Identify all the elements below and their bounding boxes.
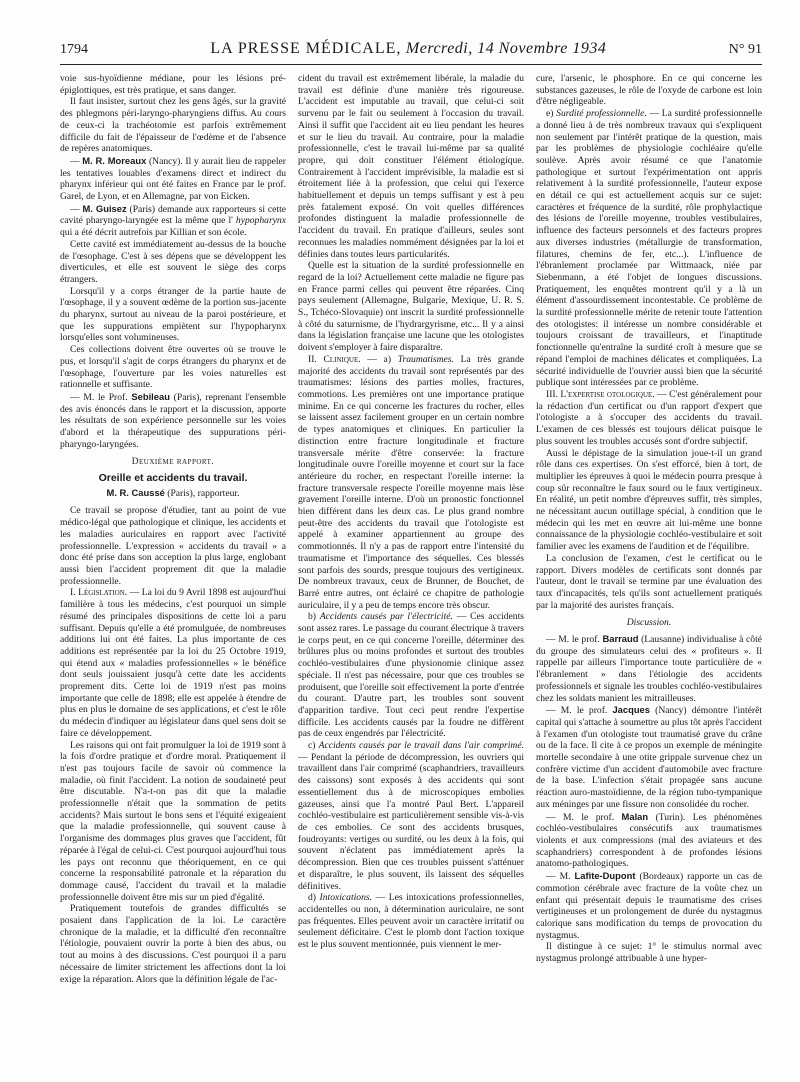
italic-term: Surdité professionnelle. [556, 108, 647, 120]
paragraph [536, 389, 762, 448]
speaker-name: M. R. Moreaux [82, 154, 147, 166]
paragraph: Les raisons qui ont fait promulguer la loi de 1919 sont à la fois d'ordre pratique et d'ordre moral. Pratiquement il n'est pas toujours facile de savoir où commence la maladie, où finit l'accident. La notion de soudaineté peut être discutable. N'a-t-on pas dit que la maladie professionnelle n'était que la sommation de petits accidents? Mais surtout le bons sens et l'équité exigeaient que la maladie professionnelle, qui souvent cause à l'organisme des dommages plus graves que l'accident, fût réparée à l'égal de celui-ci. C'est pourquoi aujourd'hui tous les pays ont reconnu que théoriquement, en ce qui concerne la responsabilité patronale et la réparation du dommage causé, l'accident du travail et la maladie professionnelle doivent être mis sur un pied d'égalité. [60, 739, 286, 903]
paragraph [298, 740, 524, 892]
section-author [60, 487, 286, 500]
paragraph: Cette cavité est immédiatement au-dessus de la bouche de l'œsophage. C'est à ses dépens que se développent les diverticules, et elle est souvent le siège des corps étrangers. [60, 238, 286, 285]
paragraph [60, 391, 286, 451]
paragraph [536, 811, 762, 871]
paragraph [298, 611, 524, 740]
page-header [60, 40, 762, 65]
paragraph: voie sus-hyoïdienne médiane, pour les lésions pré-épiglottiques, est très pratique, et sans danger. [60, 73, 286, 96]
issue-date: Mercredi, 14 Novembre 1934 [405, 40, 607, 57]
paragraph: — M. Guisez (Paris) demande aux rapporteurs si cette cavité pharyngo-laryngée est la même que l' hypopharynx qui a été décrit autrefois par Killian et son école. [60, 202, 286, 239]
paragraph-text: (Nancy) démontre l'intérêt capital qui s'attache à soumettre au plus tôt après l'accident à l'examen d'un otologiste tout traumatisé grave du crâne ou de la face. Il cite à ce propos un exemple de méningite mortelle secondaire à une otite grippale survenue chez un confrère victime d'un accident d'automobile avec fracture de la base. L'infection s'était propagée sans aucune réaction auro-mastoïdienne, de la région tubo-tympanique aux méninges par une fissure non consolidée du rocher. [536, 705, 762, 810]
subsection-label: III. L'expertise otologique. [546, 388, 655, 400]
paragraph [536, 870, 762, 941]
paragraph-text: — Les intoxications professionnelles, accidentelles ou non, à détermination auriculaire, ne sont pas fréquentes. Elles peuvent avoir un caractère irritatif ou seulement déficitaire. C'est le plomb dont l'action toxique est le plus souvent mentionnée, puis viennent le mer- [298, 892, 524, 951]
paragraph: Ce travail se propose d'étudier, tant au point de vue médico-légal que pathologique et clinique, les accidents et les maladies auriculaires en rapport avec l'activité professionnelle. L'expression « accidents du travail » a donc été prise dans son acception la plus large, englobant aussi bien l'accident proprement dit que la maladie professionnelle. [60, 505, 286, 587]
column-3 [536, 73, 762, 1073]
paragraph-text: — M. le prof. [546, 811, 622, 823]
paragraph-text: La très grande majorité des accidents du travail sont représentés par des traumatismes: lésions des parties molles, fractures, commotions. Les premières ont une importance pratique minime. En ce qui concerne les fractures du rocher, elles se laissent assez facilement grouper en un certain nombre de types anatomiques et cliniques. En particulier la distinction entre fracture longitudinale et fracture transversale mérite d'être conservée: la fracture longitudinale ouvre l'oreille moyenne et court sur la face antérieure du rocher, en respectant l'oreille interne: la fracture transversale respecte l'oreille moyenne mais lèse gravement l'oreille interne. D'où un pronostic fonctionnel bien différent dans les deux cas. Le plus grand nombre peut-être des accidents du travail que l'otologiste est appelé à examiner appartiennent au groupe des commotionnés. Il n'y a pas de rapport entre l'intensité du traumatisme et l'importance des séquelles. Ces blessés sont parfois des sourds, presque toujours des vertigineux. De nombreux travaux, ceux de Brunner, de Bouchet, de Barré entre autres, ont éclairé ce chapitre de pathologie auriculaire, il y a peu de temps encore très obscur. [298, 353, 524, 611]
paragraph-text: e) [546, 108, 557, 120]
column-2 [298, 73, 524, 1073]
paragraph: cident du travail est extrêmement libérale, la maladie du travail est définie d'une manière très rigoureuse. L'accident est imputable au travail, que celui-ci soit survenu par le fait ou seulement à l'occasion du travail. Ainsi il suffit que l'accident ait eu lieu pendant les heures et sur le lieu du travail. Au contraire, pour la maladie professionnelle, c'est le travail lui-même par sa qualité propre, qui doit constituer l'élément étiologique. Contrairement à l'accident imprévisible, la maladie est si étroitement liée à la profession, que celui qui l'exerce habituellement et depuis un temps suffisant y est à peu près fatalement exposé. On voit quelles différences profondes distinguent la maladie professionnelle de l'accident du travail. En pratique d'ailleurs, seules sont reconnues les maladies nommément désignées par la loi et définies dans toutes leurs particularités. [298, 73, 524, 260]
paragraph-text: (Paris) demande aux rapporteurs si cette cavité pharyngo-laryngée est la même que l' [60, 203, 286, 227]
subsection-label: II. Clinique. [308, 353, 361, 365]
paragraph: Ces collections doivent être ouvertes où se trouve le pus, et lorsqu'il s'agit de corps étrangers du pharynx et de l'œsophage, l'ouverture par les voies naturelles est rationnelle et suffisante. [60, 344, 286, 391]
paragraph-text: d) [308, 892, 320, 904]
italic-term: Traumatismes. [397, 353, 454, 365]
paragraph-text: — C'est généralement pour la rédaction d'un certificat ou d'un rapport d'expert que l'otologiste a à s'occuper des accidents du travail. L'examen de ces blessés est toujours délicat puisque le plus souvent les troubles accusés sont d'ordre subjectif. [536, 388, 762, 447]
article-columns [60, 73, 762, 1073]
paragraph: — M. R. Moreaux (Nancy). Il y aurait lieu de rappeler les tentatives louables d'examens direct et indirect du pharynx inférieur qui ont été faites en France par le prof. Garel, de Lyon, et en Allemagne, par von Eicken. [60, 154, 286, 203]
speaker-name: M. Guisez [82, 202, 127, 214]
paragraph-text: (Turin). Les phénomènes cochléo-vestibulaires consécutifs aux traumatismes violents et aux compressions (mal des aviateurs et des scaphandriers) correspondent à de profondes lésions anatomo-pathologiques. [536, 811, 762, 870]
paragraph-text: c) [308, 740, 319, 752]
paragraph: Quelle est la situation de la surdité professionnelle en regard de la loi? Actuellement cette maladie ne figure pas en France parmi celles qui peuvent être réparées. Cinq pays seulement (Allemagne, Bulgarie, Mexique, U. R. S. S., Tchéco-Slovaquie) ont inscrit la surdité professionnelle à côté du saturnisme, de l'hydrargyrisme, etc... Il y a ainsi dans la législation française une lacune que les otologistes doivent s'employer à faire disparaître. [298, 260, 524, 354]
paragraph-text: (Lausanne) individualise à côté du groupe des simulateurs celui des « profiteurs ». Il rappelle par ailleurs l'importance toute particulière de « l'ébranlement » dans l'étiologie des accidents professionnels et signale les troubles cochléo-vestibulaires chez les soldats manient les mitrailleuses. [536, 634, 762, 704]
paragraph: cure, l'arsenic, le phosphore. En ce qui concerne les substances gazeuses, le rôle de l'oxyde de carbone est loin d'être négligeable. [536, 73, 762, 108]
paragraph: La conclusion de l'examen, c'est le certificat ou le rapport. Divers modèles de certificats sont donnés par l'auteur, dont le travail se termine par une évaluation des taux d'incapacités, tels qu'ils sont actuellement pratiqués par la majorité des auristes français. [536, 552, 762, 611]
italic-term: Accidents causés par le travail dans l'air comprimé. [318, 740, 524, 752]
paragraph: Lorsqu'il y a corps étranger de la partie haute de l'œsophage, il y a souvent œdème de la portion sus-jacente du pharynx, surtout au niveau de la paroi postérieure, et que les suppurations empiètent sur l'hypopharynx lorsqu'elles sont volumineuses. [60, 285, 286, 344]
paragraph [536, 108, 762, 389]
paragraph-text: — M. le prof. [546, 705, 613, 717]
section-heading: Deuxième rapport. [131, 456, 215, 467]
italic-term: Accidents causés par l'électricité. [319, 611, 453, 623]
paragraph [298, 892, 524, 951]
paragraph-text: qui a été décrit autrefois par Killian et son école. [60, 227, 247, 239]
section-title: Oreille et accidents du travail. [98, 471, 248, 484]
paragraph-text: — Pendant la période de décompression, les ouvriers qui travaillent dans l'air comprimé (scaphandriers, travailleurs des caissons) sont exposés à des accidents qui sont essentiellement dus à de microscopiques embolies gazeuses, ainsi que l'a montré Paul Bert. L'appareil cochléo-vestibulaire est particulièrement sensible vis-à-vis de ces embolies. Ce sont des accidents brusques, foudroyants: vertiges ou surdité, ou les deux à la fois, qui souvent n'éclatent pas immédiatement après la décompression. Bien que ces troubles puissent s'atténuer et disparaître, le plus souvent, ils laissent des séquelles définitives. [298, 751, 524, 892]
paragraph-text: (Nancy). Il y aurait lieu de rappeler les tentatives louables d'examens direct et indirect du pharynx inférieur qui ont été faites en France par le prof. Garel, de Lyon, et en Allemagne, par von Eicken. [60, 155, 286, 203]
italic-term: Intoxications. [319, 892, 373, 904]
speaker-name: Jacques [612, 704, 650, 716]
paragraph: Il faut insister, surtout chez les gens âgés, sur la gravité des phlegmons péri-laryngo-pharyngiens diffus. Au cours de ceux-ci la trachéotomie est parfois extrêmement difficile du fait de l'épaisseur de l'œdème et de l'absence de repères anatomiques. [60, 96, 286, 155]
paragraph [536, 633, 762, 704]
column-1 [60, 73, 286, 1073]
italic-term: hypopharynx [235, 215, 286, 227]
author-affiliation: (Paris), rapporteur. [164, 487, 240, 499]
paragraph: Il distingue à ce sujet: 1° le stimulus normal avec nystagmus prolongé attribuable à une hyper- [536, 941, 762, 965]
paragraph-text: — La loi du 9 Avril 1898 est aujourd'hui familière à tous les médecins, c'est pourquoi un simple résumé des principales dispositions de cette loi a paru suffisant. Depuis qu'elle a été promulguée, de nombreuses additions lui ont été faites. La plus importante de ces additions est représentée par la loi du 25 Octobre 1919, qui étend aux « maladies professionnelles » le bénéfice dont seuls jouissaient jusqu'à cette date les accidents proprement dits. Cette loi de 1919 n'est pas moins importante que celle de 1898; elle est appelée à étendre de plus en plus le domaine de ses applications, et c'est le rôle du médecin d'indiquer au législateur dans quel sens doit se faire ce développement. [60, 587, 286, 739]
journal-name: LA PRESSE MÉDICALE, [210, 40, 402, 57]
paragraph: Aussi le dépistage de la simulation joue-t-il un grand rôle dans ces expertises. On s'est efforcé, bien à tort, de multiplier les épreuves à quoi le médecin pourra presque à coup sûr reconnaître le faux sourd ou le faux vertigineux. En réalité, un petit nombre d'épreuves suffit, très simples, ne nécessitant aucun outillage spécial, à condition que le médecin qui les met en œuvre ait lui-même une bonne connaissance de la physiologie cochléo-vestibulaire et soit familier avec les examens de l'audition et de l'équilibre. [536, 447, 762, 553]
paragraph [536, 704, 762, 810]
paragraph: Pratiquement toutefois de grandes difficultés se posaient dans l'application de la loi. Le caractère chronique de la maladie, et la difficulté d'en reconnaître l'étiologie, pouvaient ouvrir la porte à bien des abus, ou tout au moins à des discussions. C'est pourquoi il a paru nécessaire de limiter strictement les affections dont la loi exige la réparation. Alors que la définition légale de l'ac- [60, 903, 286, 985]
issue-number: N° 91 [728, 42, 762, 57]
paragraph-text: (Bordeaux) rapporte un cas de commotion cérébrale avec fracture de la voûte chez un enfant qui présentait depuis le traumatisme des crises vertigineuses et un prolongement de durée du nystagmus calorique sans modification du temps de provocation du nystagmus. [536, 871, 762, 941]
paragraph [298, 354, 524, 611]
paragraph-text: — M. le prof. [546, 634, 603, 646]
speaker-name: Barraud [602, 633, 639, 645]
paragraph-text: — M. le Prof. [70, 391, 132, 403]
paragraph-text: — Ces accidents sont assez rares. Le passage du courant électrique à travers le corps peut, en ce qui concerne l'oreille, déterminer des brûlures plus ou moins profondes et surtout des troubles cochléo-vestibulaires d'une physionomie clinique assez spéciale. Il n'est pas nécessaire, pour que ces troubles se produisent, que l'oreille soit effectivement la porte d'entrée du courant. D'autre part, les troubles sont souvent d'apparition tardive. Tout ceci peut rendre l'expertise difficile. Les accidents causés par la foudre ne diffèrent pas de ceux engendrés par l'électricité. [298, 611, 524, 740]
discussion-heading: Discussion. [626, 617, 672, 629]
speaker-name: Sebileau [131, 390, 170, 402]
speaker-name: Lafite-Dupont [574, 870, 636, 882]
paragraph-text: (Paris), reprenant l'ensemble des avis énoncés dans le rapport et la discussion, apporte les résultats de son expérience personnelle sur les voies d'abord et la thérapeutique des suppurations péri-pharyngo-laryngées. [60, 391, 286, 450]
paragraph-text: — a) [360, 353, 398, 365]
journal-title [210, 40, 606, 58]
paragraph-text: b) [308, 611, 320, 623]
author-name: M. R. Caussé [106, 486, 165, 498]
subsection-label: I. Législation. [70, 587, 128, 599]
paragraph-text: — M. [546, 871, 575, 883]
page-number: 1794 [60, 42, 88, 57]
paragraph [60, 587, 286, 739]
paragraph-text: — La surdité professionnelle a donné lieu à de très nombreux travaux qui s'expliquent non seulement par l'intérêt pratique de la question, mais par les problèmes de physiologie cochléaire qu'elle soulève. Après avoir résumé ce que l'anatomie pathologique et surtout l'expérimentation ont appris relativement à la surdité professionnelle, l'auteur expose en détail ce qui est actuellement acquis sur ce sujet: caractères et fréquence de la surdité, rôle prophylactique des lésions de l'oreille moyenne, troubles vestibulaires, influence des facteurs personnels et des facteurs propres aux diverses industries (métallurgie de transformation, filatures, chemins de fer, etc...). L'influence de l'ébranlement proclamée par Wittmaack, niée par Siebenmann, a été l'objet de longues discussions. Pratiquement, les enquêtes montrent qu'il y a là un élément d'assourdissement incontestable. Ce problème de la surdité professionnelle mérite de retenir toute l'attention des otologistes: il intéresse un nombre considérable et toujours croissant de travailleurs, et l'inaptitude fonctionnelle qu'entraîne la surdité croît à mesure que se répand l'emploi de machines délicates et compliquées. La sécurité individuelle de l'ouvrier aussi bien que la sécurité publique sont intéressées par ce problème. [536, 108, 762, 389]
speaker-name: Malan [621, 810, 649, 822]
